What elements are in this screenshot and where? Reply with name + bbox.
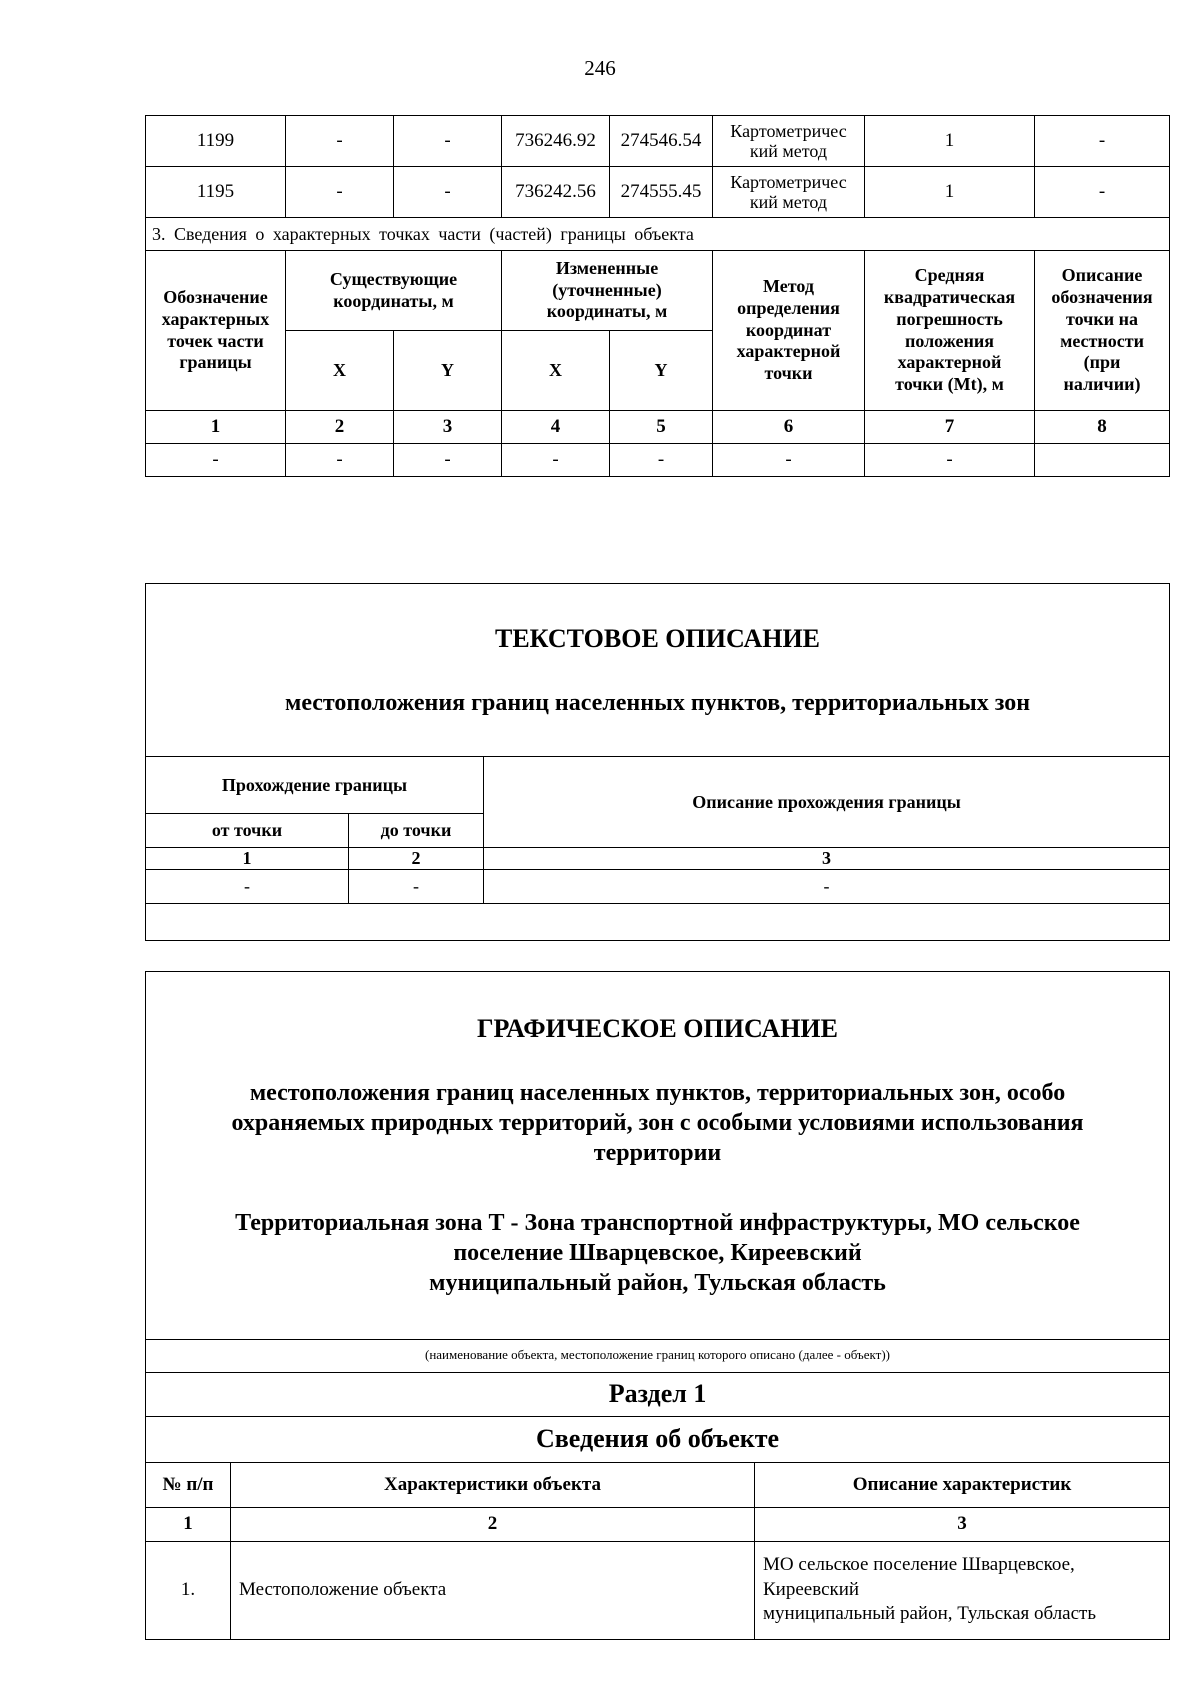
section-row xyxy=(146,218,1170,251)
section-row xyxy=(146,1372,1170,1416)
mean-error-cell: 1 xyxy=(865,167,1035,218)
column-number: 4 xyxy=(502,411,610,444)
passage-header: Прохождение границы xyxy=(146,757,484,814)
subtitle-text: местоположения границ населенных пунктов, территориальных зон, особо охраняемых природных территорий, зон с особыми условиями использования территории xyxy=(231,1079,1084,1166)
note-row xyxy=(146,1339,1170,1372)
existing-x-cell: - xyxy=(286,167,394,218)
column-number: 2 xyxy=(349,848,484,870)
characteristic-header: Характеристики объекта xyxy=(231,1462,755,1507)
column-number: 2 xyxy=(286,411,394,444)
table-row xyxy=(146,1541,1170,1639)
characteristic-description-cell: МО сельское поселение Шварцевское, Киреевский муниципальный район, Тульская область xyxy=(755,1541,1170,1639)
mean-error-header: Средняя квадратическая погрешность положения характерной точки (Mt), м xyxy=(865,251,1035,411)
y-coordinate-cell: 274546.54 xyxy=(610,116,713,167)
table-cell: - xyxy=(286,444,394,477)
table-cell: - xyxy=(484,870,1170,904)
subtitle-text: местоположения границ населенных пунктов, территориальных зон xyxy=(284,689,1031,716)
row-number: 1. xyxy=(146,1541,231,1639)
y-coordinate-cell: 274555.45 xyxy=(610,167,713,218)
section-title: 3. Сведения о характерных точках части (частей) границы объекта xyxy=(146,218,1170,251)
table-cell: - xyxy=(394,444,502,477)
empty-cell xyxy=(146,904,1170,941)
text-description-table xyxy=(145,583,1170,941)
column-number: 1 xyxy=(146,1507,231,1541)
title-row xyxy=(146,972,1170,1340)
method-cell: Картометричес кий метод xyxy=(713,116,865,167)
table-row xyxy=(146,116,1170,167)
number-header: № п/п xyxy=(146,1462,231,1507)
characteristic-description-header: Описание характеристик xyxy=(755,1462,1170,1507)
header-row xyxy=(146,251,1170,331)
graphic-description-table xyxy=(145,971,1170,1640)
column-number: 3 xyxy=(484,848,1170,870)
column-number: 5 xyxy=(610,411,713,444)
column-number: 7 xyxy=(865,411,1035,444)
column-number: 6 xyxy=(713,411,865,444)
designation-header: Обозначение характерных точек части границы xyxy=(146,251,286,411)
table-cell: - xyxy=(146,444,286,477)
table-cell xyxy=(1035,444,1170,477)
column-numbers-row xyxy=(146,411,1170,444)
empty-row xyxy=(146,904,1170,941)
table-row xyxy=(146,167,1170,218)
y-header: Y xyxy=(394,331,502,411)
from-point-header: от точки xyxy=(146,814,349,848)
x-coordinate-cell: 736242.56 xyxy=(502,167,610,218)
to-point-header: до точки xyxy=(349,814,484,848)
table-row xyxy=(146,444,1170,477)
column-numbers-row xyxy=(146,1507,1170,1541)
header-row xyxy=(146,757,1170,814)
table-row xyxy=(146,870,1170,904)
column-numbers-row xyxy=(146,848,1170,870)
graphic-description-title xyxy=(146,972,1170,1340)
description-header: Описание прохождения границы xyxy=(484,757,1170,848)
y-header: Y xyxy=(610,331,713,411)
existing-x-cell: - xyxy=(286,116,394,167)
characteristic-cell: Местоположение объекта xyxy=(231,1541,755,1639)
existing-y-cell: - xyxy=(394,116,502,167)
table-cell: - xyxy=(610,444,713,477)
table-cell: - xyxy=(502,444,610,477)
changed-coords-header: Измененные (уточненные) координаты, м xyxy=(502,251,713,331)
column-number: 1 xyxy=(146,848,349,870)
x-header: X xyxy=(286,331,394,411)
table-cell: - xyxy=(146,870,349,904)
table-cell: - xyxy=(349,870,484,904)
title-text: ТЕКСТОВОЕ ОПИСАНИЕ xyxy=(495,623,821,653)
title-row xyxy=(146,584,1170,757)
column-number: 8 xyxy=(1035,411,1170,444)
point-description-cell: - xyxy=(1035,167,1170,218)
column-number: 1 xyxy=(146,411,286,444)
text-description-title xyxy=(146,584,1170,757)
existing-y-cell: - xyxy=(394,167,502,218)
coordinates-table xyxy=(145,115,1170,477)
section-title-row xyxy=(146,1416,1170,1462)
column-number: 3 xyxy=(755,1507,1170,1541)
point-description-header: Описание обозначения точки на местности (при наличии) xyxy=(1035,251,1170,411)
point-description-cell: - xyxy=(1035,116,1170,167)
section-title: Сведения об объекте xyxy=(146,1416,1170,1462)
method-header: Метод определения координат характерной точки xyxy=(713,251,865,411)
column-number: 2 xyxy=(231,1507,755,1541)
x-coordinate-cell: 736246.92 xyxy=(502,116,610,167)
point-number-cell: 1195 xyxy=(146,167,286,218)
object-name: Территориальная зона Т - Зона транспортной инфраструктуры, МО сельское поселение Шварцевское, Киреевский муниципальный район, Тульская область xyxy=(235,1210,1080,1296)
page-number: 246 xyxy=(584,56,616,80)
table-cell: - xyxy=(865,444,1035,477)
table-cell: - xyxy=(713,444,865,477)
title-text: ГРАФИЧЕСКОЕ ОПИСАНИЕ xyxy=(477,1013,838,1043)
section-label: Раздел 1 xyxy=(146,1372,1170,1416)
mean-error-cell: 1 xyxy=(865,116,1035,167)
column-number: 3 xyxy=(394,411,502,444)
method-cell: Картометричес кий метод xyxy=(713,167,865,218)
object-name-note: (наименование объекта, местоположение границ которого описано (далее - объект)) xyxy=(146,1339,1170,1372)
point-number-cell: 1199 xyxy=(146,116,286,167)
x-header: X xyxy=(502,331,610,411)
header-row xyxy=(146,1462,1170,1507)
existing-coords-header: Существующие координаты, м xyxy=(286,251,502,331)
